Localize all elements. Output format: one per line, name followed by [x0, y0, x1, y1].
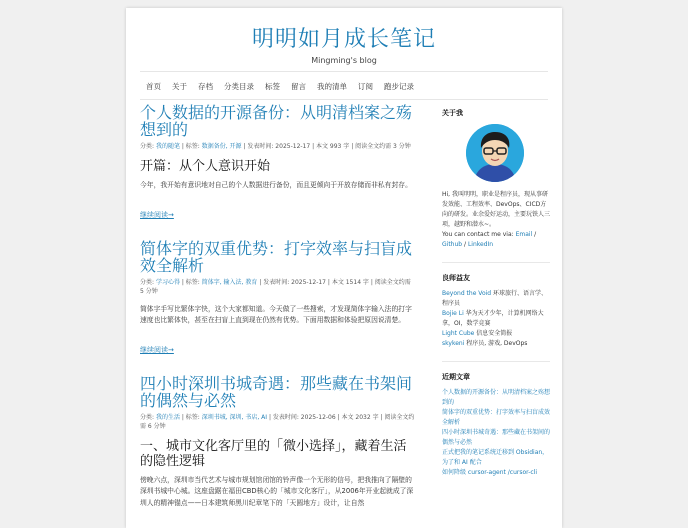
- recent-post-link[interactable]: 个人数据的开源备份：从明清档案之殇想到的: [442, 389, 551, 406]
- meta-category-label: 分类:: [140, 413, 156, 421]
- email-link[interactable]: Email: [515, 231, 533, 238]
- meta-info: | 发表时间: 2025-12-17 | 本文 1514 字 | 阅读全文约需 5 分钟: [140, 278, 411, 295]
- contact-prefix: You can contact me via:: [442, 231, 516, 238]
- meta-category-label: 分类:: [140, 143, 156, 150]
- friend-item: [442, 309, 550, 329]
- recent-post-link[interactable]: 四小时深圳书城奇遇：那些藏在书架间的偶然与必然: [442, 429, 551, 446]
- friends-section: [442, 273, 550, 349]
- category-link[interactable]: 我的随笔: [155, 143, 180, 150]
- friend-item: [442, 329, 550, 339]
- friend-desc: 环球旅行、语言学、程序员: [442, 290, 548, 307]
- post-title-link[interactable]: 四小时深圳书城奇遇：那些藏在书架间的偶然与必然: [140, 373, 413, 410]
- friend-link[interactable]: skykeni: [442, 340, 465, 347]
- recent-post-link[interactable]: 如何降级 cursor-agent /cursor-cli: [442, 469, 538, 476]
- nav-item-categories[interactable]: 分类目录: [224, 82, 254, 91]
- separator: /: [532, 231, 537, 238]
- github-link[interactable]: Github: [442, 241, 463, 248]
- nav-item-running[interactable]: 跑步记录: [384, 82, 414, 91]
- category-link[interactable]: 我的生活: [155, 413, 180, 421]
- friend-link[interactable]: Bojie Li: [442, 310, 464, 317]
- avatar: [466, 124, 524, 182]
- meta-info: | 发表时间: 2025-12-17 | 本文 993 字 | 阅读全文约需 3 分钟: [241, 143, 411, 150]
- nav-item-subscribe[interactable]: 订阅: [358, 82, 373, 91]
- read-more-link[interactable]: 继续阅读→: [140, 345, 174, 354]
- post-item: [140, 240, 416, 365]
- about-text: Hi, 我叫明明，职业是程序员，现从事研发效能、工程效率、DevOps、CICD方向的研发。业余爱好运动，主要玩铁人三项，越野和潜水~。: [442, 191, 551, 228]
- recent-post-link[interactable]: 正式把我的笔记系统迁移到 Obsidian，为了和 AI 配合: [442, 449, 549, 466]
- friend-link[interactable]: Beyond the Void: [442, 290, 492, 297]
- meta-category-label: 分类:: [140, 278, 156, 286]
- nav-item-guestbook[interactable]: 留言: [291, 82, 306, 91]
- main-nav: [146, 81, 425, 92]
- about-title: 关于我: [442, 109, 463, 117]
- sidebar: [442, 108, 550, 490]
- meta-tags-label: | 标签:: [179, 413, 202, 421]
- about-section: [442, 108, 550, 250]
- post-list: [140, 104, 416, 519]
- post-heading: 开篇：从个人意识开始: [140, 159, 271, 174]
- meta-tags-label: | 标签:: [179, 278, 202, 286]
- site-title[interactable]: 明明如月成长笔记: [251, 27, 436, 52]
- site-subtitle: Mingming's blog: [311, 56, 377, 65]
- page-container: [126, 8, 562, 528]
- contact-line: [442, 230, 550, 250]
- read-more-link[interactable]: 继续阅读→: [140, 210, 174, 219]
- recent-post-link[interactable]: 简体字的双重优势：打字效率与扫盲成效全解析: [442, 409, 551, 426]
- avatar-cartoon-icon: [466, 124, 524, 182]
- friend-desc: 信息安全简报: [474, 330, 513, 337]
- linkedin-link[interactable]: LinkedIn: [467, 241, 494, 248]
- post-meta: [140, 142, 416, 151]
- friend-desc: 华为天才少年，计算机网络大拿，OI，数学竞赛: [442, 310, 544, 327]
- nav-item-tags[interactable]: 标签: [265, 82, 280, 91]
- post-meta: [140, 413, 416, 431]
- friend-item: [442, 339, 550, 349]
- recent-title: 近期文章: [442, 373, 470, 381]
- post-item: [140, 104, 416, 230]
- post-excerpt: 傍晚六点，深圳市当代艺术与城市规划馆闭馆的铃声像一个无形的信号，把我推向了隔壁的深圳书城中心城。这座盘踞在福田CBD核心的「城市文化客厅」，从2006年开业起就成了深圳人的精神锚点——日本建筑师黑川纪章笔下的「天圆地方」设计，让自然: [140, 475, 414, 507]
- friend-item: [442, 289, 550, 309]
- nav-divider-bottom: [140, 99, 548, 100]
- post-excerpt: 今年，我开始有意识地对自己的个人数据进行备份，而且更倾向于开放存储而非私有封存。: [140, 181, 412, 189]
- post-meta: [140, 278, 416, 296]
- meta-info: | 发表时间: 2025-12-06 | 本文 2032 字 | 阅读全文约需 6 分钟: [140, 413, 415, 430]
- separator: /: [462, 241, 468, 248]
- sidebar-divider: [442, 262, 550, 263]
- post-item: [140, 375, 416, 510]
- friends-title: 良师益友: [442, 274, 470, 282]
- meta-tags-label: | 标签:: [179, 143, 202, 150]
- post-heading: 一、城市文化客厅里的「微小选择」，藏着生活的隐性逻辑: [140, 438, 407, 469]
- nav-item-my-list[interactable]: 我的清单: [317, 82, 347, 91]
- tags-link[interactable]: 数据备份, 开源: [201, 143, 242, 150]
- friend-link[interactable]: Light Cube: [442, 330, 475, 337]
- post-title-link[interactable]: 简体字的双重优势：打字效率与扫盲成效全解析: [140, 238, 413, 275]
- nav-item-about[interactable]: 关于: [172, 82, 187, 91]
- recent-posts-section: [442, 372, 550, 478]
- category-link[interactable]: 学习心得: [155, 278, 180, 286]
- nav-item-home[interactable]: 首页: [146, 82, 161, 91]
- tags-link[interactable]: 深圳书城, 深圳, 书店, AI: [201, 413, 268, 421]
- tags-link[interactable]: 简体字, 输入法, 教育: [201, 278, 258, 286]
- nav-divider-top: [140, 71, 548, 72]
- nav-item-archive[interactable]: 存档: [198, 82, 213, 91]
- post-title-link[interactable]: 个人数据的开源备份：从明清档案之殇想到的: [140, 103, 413, 139]
- post-excerpt: 简体字手写比繁体字快，这个大家都知道。今天做了一些搜索，才发现简体字输入法的打字速度也比繁体快，甚至在扫盲上直到现在仍然有优势。下面用数据和体验把原因说清楚。: [140, 304, 412, 324]
- friend-desc: 程序员, 游戏, DevOps: [464, 340, 528, 347]
- sidebar-divider: [442, 361, 550, 362]
